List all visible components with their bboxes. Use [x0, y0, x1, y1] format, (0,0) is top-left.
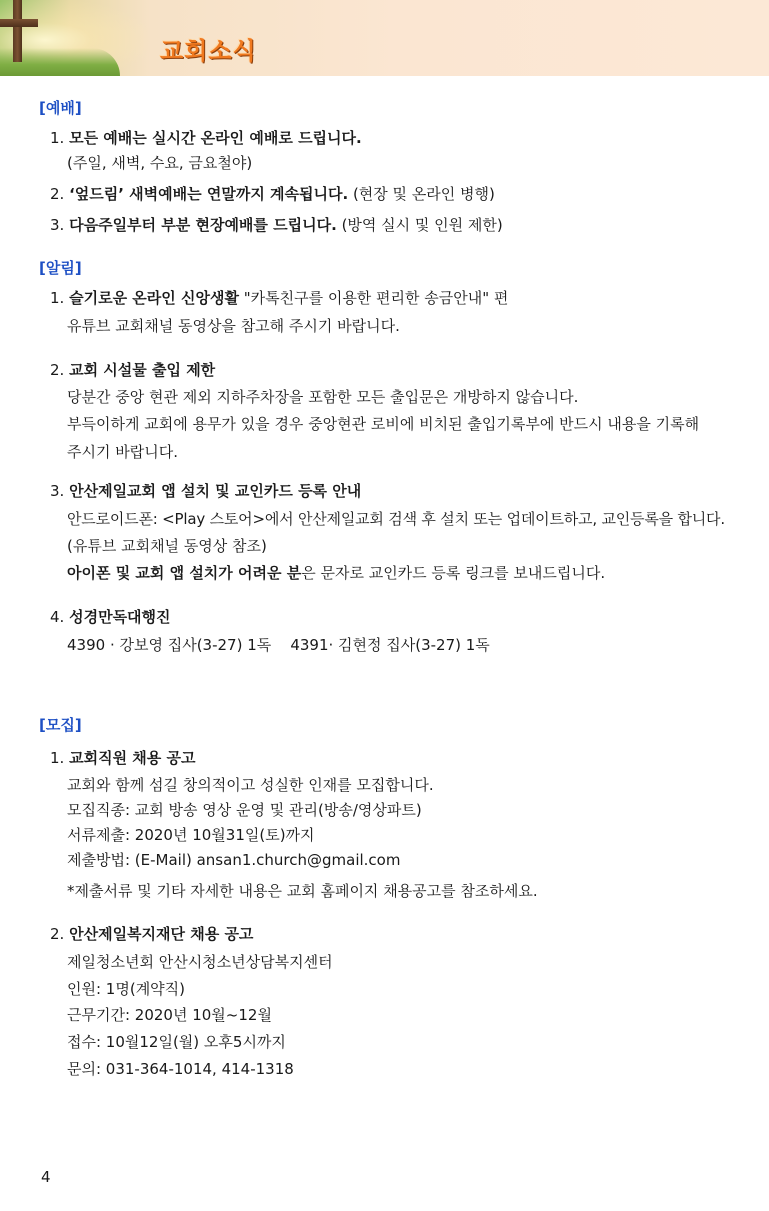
notice-item-2-line-2: 부득이하게 교회에 용무가 있을 경우 중앙현관 로비에 비치된 출입기록부에 반드시 내용을 기록해: [67, 415, 700, 433]
section-heading-notice: [알림]: [39, 259, 82, 277]
worship-item-1-detail: (주일, 새벽, 수요, 금요철야): [67, 154, 253, 172]
recruit-item-2-line-1: 제일청소년회 안산시청소년상담복지센터: [67, 953, 333, 971]
item-title: 교회직원 채용 공고: [69, 749, 196, 767]
item-number: 1.: [50, 749, 65, 767]
recruit-item-2-line-4: 접수: 10월12일(월) 오후5시까지: [67, 1033, 286, 1051]
item-number: 3.: [50, 216, 65, 234]
iphone-note-bold: 아이폰 및 교회 앱 설치가 어려운 분: [67, 564, 302, 582]
recruit-item-2-line-5: 문의: 031-364-1014, 414-1318: [67, 1060, 294, 1078]
worship-item-3: [50, 216, 503, 234]
notice-item-4: [50, 608, 171, 626]
page-number: 4: [41, 1168, 51, 1186]
item-title: 모든 예배는 실시간 온라인 예배로 드립니다.: [69, 129, 362, 147]
item-note: (방역 실시 및 인원 제한): [336, 216, 503, 234]
item-number: 4.: [50, 608, 65, 626]
section-heading-recruit: [모집]: [39, 716, 82, 734]
item-title: 교회 시설물 출입 제한: [69, 361, 216, 379]
notice-item-2-line-3: 주시기 바랍니다.: [67, 443, 178, 461]
notice-item-1: [50, 289, 508, 307]
notice-item-3-line-1: 안드로이드폰: <Play 스토어>에서 안산제일교회 검색 후 설치 또는 업데이트하고, 교인등록을 합니다.: [67, 510, 725, 528]
notice-item-3: [50, 482, 361, 500]
item-title: ‘엎드림’ 새벽예배는 연말까지 계속됩니다.: [69, 185, 349, 203]
item-number: 2.: [50, 361, 65, 379]
recruit-item-2-line-2: 인원: 1명(계약직): [67, 980, 186, 998]
item-number: 3.: [50, 482, 65, 500]
notice-item-1-detail: 유튜브 교회채널 동영상을 참고해 주시기 바랍니다.: [67, 317, 400, 335]
recruit-item-1: [50, 749, 195, 767]
notice-item-3-line-2: (유튜브 교회채널 동영상 참조): [67, 537, 267, 555]
item-number: 2.: [50, 185, 65, 203]
worship-item-1: [50, 129, 362, 147]
page-title: 교회소식: [160, 37, 257, 65]
notice-item-4-line-1: 4390 · 강보영 집사(3-27) 1독 4391· 김현정 집사(3-27) 1독: [67, 636, 490, 654]
item-title: 안산제일교회 앱 설치 및 교인카드 등록 안내: [69, 482, 362, 500]
notice-item-3-line-3: [67, 564, 605, 582]
item-number: 1.: [50, 129, 65, 147]
iphone-note-text: 은 문자로 교인카드 등록 링크를 보내드립니다.: [301, 564, 606, 582]
item-title: 다음주일부터 부분 현장예배를 드립니다.: [69, 216, 337, 234]
section-heading-worship: [예배]: [39, 99, 82, 117]
item-title: 슬기로운 온라인 신앙생활: [69, 289, 239, 307]
cross-icon: [13, 0, 22, 62]
item-title: 안산제일복지재단 채용 공고: [69, 925, 254, 943]
notice-item-2-line-1: 당분간 중앙 현관 제외 지하주차장을 포함한 모든 출입문은 개방하지 않습니다.: [67, 388, 579, 406]
notice-item-2: [50, 361, 215, 379]
item-title: 성경만독대행진: [69, 608, 171, 626]
item-number: 2.: [50, 925, 65, 943]
item-number: 1.: [50, 289, 65, 307]
item-note: (현장 및 온라인 병행): [348, 185, 495, 203]
recruit-item-1-line-3: 서류제출: 2020년 10월31일(토)까지: [67, 826, 315, 844]
recruit-item-1-line-1: 교회와 함께 섬길 창의적이고 성실한 인재를 모집합니다.: [67, 776, 434, 794]
recruit-item-1-line-5: *제출서류 및 기타 자세한 내용은 교회 홈페이지 채용공고를 참조하세요.: [67, 882, 538, 900]
recruit-item-2-line-3: 근무기간: 2020년 10월~12월: [67, 1006, 272, 1024]
recruit-item-1-line-4: 제출방법: (E-Mail) ansan1.church@gmail.com: [67, 851, 401, 869]
recruit-item-2: [50, 925, 253, 943]
recruit-item-1-line-2: 모집직종: 교회 방송 영상 운영 및 관리(방송/영상파트): [67, 801, 422, 819]
worship-item-2: [50, 185, 495, 203]
item-note: "카톡친구를 이용한 편리한 송금안내" 편: [238, 289, 509, 307]
cross-bar: [0, 19, 38, 27]
header-banner: [0, 0, 769, 76]
